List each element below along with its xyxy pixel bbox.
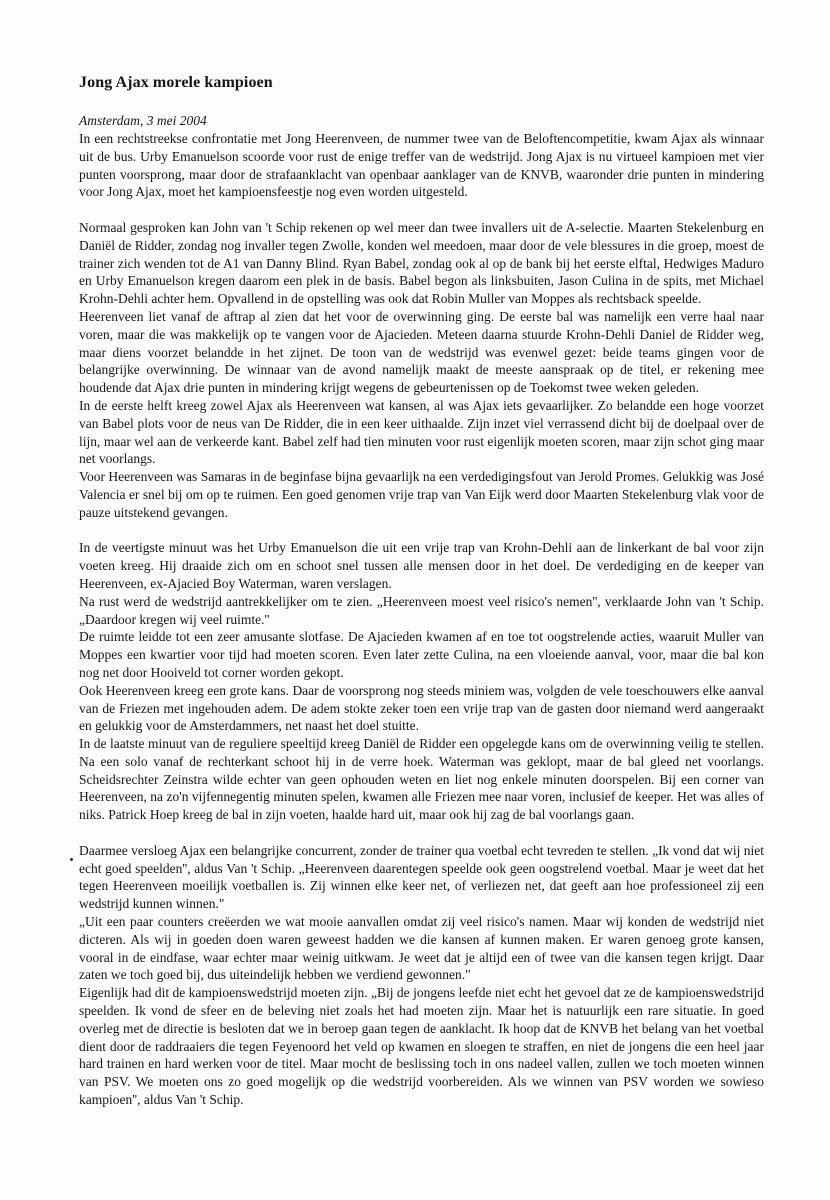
article-paragraph: Heerenveen liet vanaf de aftrap al zien dat het voor de overwinning ging. De eerste bal was namelijk een verre haal naar voren, maar die was makkelijk op te vangen voor de Ajacieden. Meteen daarna stuurde Krohn-Dehli Daniel de Ridder weg, maar diens voorzet belandde in het zijnet. De toon van de wedstrijd was evenwel gezet: beide teams gingen voor de belangrijke overwinning. De winnaar van de avond namelijk maakt de meeste aanspraak op de titel, er rekening mee houdende dat Ajax drie punten in mindering krijgt wegens de gebeurtenissen op de Toekomst twee weken geleden. — [79, 308, 764, 396]
article-title: Jong Ajax morele kampioen — [79, 74, 273, 91]
article-paragraph: Voor Heerenveen was Samaras in de beginfase bijna gevaarlijk na een verdedigingsfout van Jerold Promes. Gelukkig was José Valencia er snel bij om op te ruimen. Een goed genomen vrije trap van Van Eijk werd door Maarten Stekelenburg vlak voor de pauze uitstekend gevangen. — [79, 469, 764, 520]
article-paragraph: „Uit een paar counters creëerden we wat mooie aanvallen omdat zij veel risico's namen. Maar wij konden de wedstrijd niet dicteren. Als wij in goeden doen waren geweest hadden we die kansen af kunnen maken. Er waren genoeg grote kansen, vooral in de eindfase, waar echter maar weinig uitkwam. Je weet dat je altijd een of twee van die kansen tegen krijgt. Daar zaten we toch goed bij, dus uiteindelijk hebben we verdiend gewonnen." — [79, 914, 764, 983]
article-paragraph: In de veertigste minuut was het Urby Emanuelson die uit een vrije trap van Krohn-Dehli aan de linkerkant de bal voor zijn voeten kreeg. Hij draaide zich om en schoot snel tussen alle mensen door in het doel. De verdediging en de keeper van Heerenveen, ex-Ajacied Boy Waterman, waren verslagen. — [79, 540, 764, 591]
article-paragraph: In de eerste helft kreeg zowel Ajax als Heerenveen wat kansen, al was Ajax iets gevaarlijker. Zo belandde een hoge voorzet van Babel plots voor de neus van De Ridder, die in een keer uithaalde. Zijn inzet viel verrassend dicht bij de doelpaal over de lijn, maar wel aan de verkeerde kant. Babel zelf had tien minuten voor rust eigenlijk moeten scoren, maar zijn schot ging maar net voorlangs. — [79, 397, 764, 467]
article-paragraph: Normaal gesproken kan John van 't Schip rekenen op wel meer dan twee invallers uit de A-selectie. Maarten Stekelenburg en Daniël de Ridder, zondag nog invaller tegen Zwolle, konden wel meedoen, maar door de vele blessures in die groep, moest de trainer zich wenden tot de A1 van Danny Blind. Ryan Babel, zondag ook al op de bank bij het eerste elftal, Hedwiges Maduro en Urby Emanuelson kregen daarom een plek in de basis. Babel begon als linksbuiten, Jason Culina in de spits, met Michael Krohn-Dehli achter hem. Opvallend in de opstelling was ook dat Robin Muller van Moppes als rechtsback speelde. — [79, 219, 764, 307]
article-paragraph: Na rust werd de wedstrijd aantrekkelijker om te zien. „Heerenveen moest veel risico's nemen'', verklaarde John van 't Schip. „Daardoor kregen wij veel ruimte.'' — [79, 593, 764, 627]
article-paragraph: In de laatste minuut van de reguliere speeltijd kreeg Daniël de Ridder een opgelegde kans om de overwinning veilig te stellen. Na een solo vanaf de rechterkant schoot hij in de verre hoek. Waterman was geklopt, maar de bal gleed net voorlangs. Scheidsrechter Zeinstra wilde echter van geen ophouden weten en liet nog enkele minuten doorspelen. Bij een corner van Heerenveen, na zo'n vijfennegentig minuten spelen, kwamen alle Friezen mee naar voren, inclusief de keeper. Het was alles of niks. Patrick Hoep kreeg de bal in zijn voeten, haalde hard uit, maar ook hij zag de bal voorlangs gaan. — [79, 736, 764, 823]
article-paragraph: Ook Heerenveen kreeg een grote kans. Daar de voorsprong nog steeds miniem was, volgden de vele toeschouwers elke aanval van de Friezen met ingehouden adem. De adem stokte zeker toen een vrije trap van de gasten door niemand werd aangeraakt en gelukkig voor de Amsterdammers, net naast het doel stuitte. — [79, 682, 764, 734]
article-dateline: Amsterdam, 3 mei 2004 — [79, 113, 207, 128]
article-paragraph: In een rechtstreekse confrontatie met Jong Heerenveen, de nummer twee van de Beloftencompetitie, kwam Ajax als winnaar uit de bus. Urby Emanuelson scoorde voor rust de enige treffer van de wedstrijd. Jong Ajax is nu virtueel kampioen met vier punten voorsprong, maar door de strafaanklacht van openbaar aanklager van de KNVB, waaronder drie punten in mindering voor Jong Ajax, moet het kampioensfeestje nog even worden uitgesteld. — [79, 131, 764, 200]
scan-speck — [70, 858, 73, 861]
article-paragraph: De ruimte leidde tot een zeer amusante slotfase. De Ajacieden kwamen af en toe tot oogstrelende acties, waaruit Muller van Moppes een kwartier voor tijd had moeten scoren. Even later zette Culina, na een vloeiende aanval, voor, maar die bal kon nog net door Hooiveld tot corner worden gekopt. — [79, 629, 764, 680]
article-paragraph: Daarmee versloeg Ajax een belangrijke concurrent, zonder de trainer qua voetbal echt tevreden te stellen. „Ik vond dat wij niet echt goed speelden'', aldus Van 't Schip. „Heerenveen daarentegen speelde ook geen oogstrelend voetbal. Maar je weet dat het tegen Heerenveen moeilijk voetballen is. Zij winnen elke keer net, of verliezen net, dat geeft aan hoe professioneel zij een wedstrijd kunnen winnen." — [79, 842, 764, 912]
article-paragraph: Eigenlijk had dit de kampioenswedstrijd moeten zijn. „Bij de jongens leefde niet echt het gevoel dat ze de kampioenswedstrijd speelden. Ik vond de sfeer en de beleving niet zoals het had moeten zijn. Maar het is natuurlijk een rare situatie. In goed overleg met de directie is besloten dat we in beroep gaan tegen de aanklacht. Ik hoop dat de KNVB het belang van het voetbal dient door de raddraaiers die tegen Feyenoord het veld op kwamen en sloegen te straffen, en niet de jongens die een heel jaar hard trainen en hard werken voor de titel. Maar mocht de beslissing toch in ons nadeel vallen, zullen we toch moeten winnen van PSV. We moeten ons zo goed mogelijk op die wedstrijd voorbereiden. Als we winnen van PSV worden we sowieso kampioen'', aldus Van 't Schip. — [79, 985, 764, 1108]
